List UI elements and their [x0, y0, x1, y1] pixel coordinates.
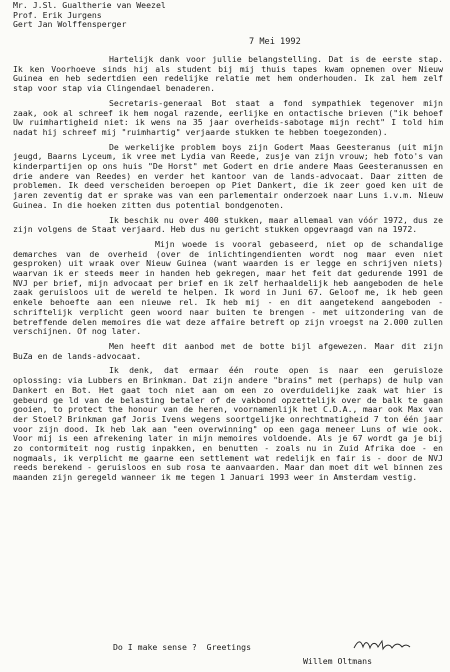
paragraph: Hartelijk dank voor jullie belangstelling. Dat is de eerste stap. Ik ken Voorhoeve sinds hij als student bij mij thuis tapes kwam opnemen over Nieuw Guinea en heb sedertdien een redelijke relatie met hem onderhouden. Ik zal hem zelf stap voor stap via Clingendael benaderen. [13, 54, 443, 94]
addressee-block [13, 1, 166, 30]
addressee-line: Prof. Erik Jurgens [13, 9, 102, 20]
addressee-line: Mr. J.Sl. Gualtherie van Weezel [13, 0, 166, 10]
paragraph: Ik denk, dat ermaar één route open is naar een geruisloze oplossing: via Lubbers en Brinkman. Dat zijn andere "brains" met (perhaps) de hulp van Dankert en Bot. Het gaat toch niet aan om een zo overduidelijke zaak wat hier is gebeurd ge ld van de belasting betaler of de vakbond opzettelijk over de balk te gaan gooien, to protect the honour van de heren, voornamenlijk het C.D.A., maar ook Max van der Stoel? Brinkman gaf Joris Ivens wegens soortgelijke onrechtmatigheid 7 ton één jaar voor zijn dood. Ik heb lak aan "een overwinning" op een gaga meneer Luns of wie ook. Voor mij is een afrekening later in mijn memoires voldoende. Als je 67 wordt ga je bij zo contormiteit nog rustig inpakken, en benutten - zoals nu in Zuid Afrika doe - en nogmaals, ik verplicht me gaarne een settlement wat redelijk en fair is - door de NVJ reeds berekend - geruisloos en sub rosa te aanvaarden. Maar dan moet dit wel binnen zes maanden zijn geregeld wanneer ik me tegen 1 Januari 1993 weer in Amsterdam vestig. [13, 365, 443, 483]
paragraph: Men heeft dit aanbod met de botte bijl afgewezen. Maar dit zijn BuZa en de lands-advocaat. [13, 340, 443, 361]
handwritten-signature [352, 638, 412, 652]
letter-body [13, 55, 443, 488]
letter-date: 7 Mei 1992 [249, 37, 301, 47]
paragraph: De werkelijke problem boys zijn Godert Maas Geesteranus (uit mijn jeugd, Baarns Lyceum, ik vree met Lydia van Reede, zusje van zijn vrouw; heb foto's van kinderpartijen op ons huis "De Horst" met Godert en drie andere Maas Geesteranussen en drie andere van Reedes) en verder het kantoor van de lands-advocaat. Daar zitten de problemen. Ik deed verscheiden beroepen op Piet Dankert, die ik zeer goed ken uit de jaren zeventig dat er sprake was van een parlementair onderzoek naar Luns i.v.m. Nieuw Guinea. In die hoeken zitten dus potential bondgenoten. [13, 141, 443, 210]
paragraph: Secretaris-generaal Bot staat a fond sympathiek tegenover mijn zaak, ook al schreef ik hem nogal razende, eerlijke en ontactische brieven ("ik behoef Uw ruimhartigheid niet: ik wens na 35 jaar overheids-sabotage mijn recht" I told him nadat hij schreef mij "ruimhartig" verjaarde stukken te hebben toegezonden). [13, 97, 443, 137]
paragraph: Ik beschik nu over 400 stukken, maar allemaal van vóór 1972, dus ze zijn volgens de Staat verjaard. Heb dus nu gericht stukken opgevraagd van na 1972. [13, 214, 443, 235]
addressee-line: Gert Jan Wolffensperger [13, 19, 127, 30]
signature-name: Willem Oltmans [303, 656, 373, 666]
paragraph: Mijn woede is vooral gebaseerd, niet op de schandalige demarches van de overheid (over de inlichtingendienten wordt nog maar even niet gesproken) uit wraak over Nieuw Guinea (want waarden is er legge en schrijven niets) waarvan ik er steeds meer in handen heb gekregen, maar het feit dat gedurende 1991 de NVJ per brief, mijn advocaat per brief en ik zelf herhaaldelijk heb aangeboden de hele zaak geruisloos uit de wereld te helpen. Ik word in Juni 67. Geloof me, ik heb geen enkele behoefte aan een nieuwe rel. Ik heb mij - en dit aangetekend aangeboden - schriftelijk verplicht geen woord naar buiten te brengen - met uitzondering van de betreffende delen memoires die wat deze affaire betreft op zijn vroegst na 2.000 zullen verschijnen. Of nog later. [13, 238, 443, 337]
closing-line: Do I make sense ? Greetings [113, 642, 252, 652]
